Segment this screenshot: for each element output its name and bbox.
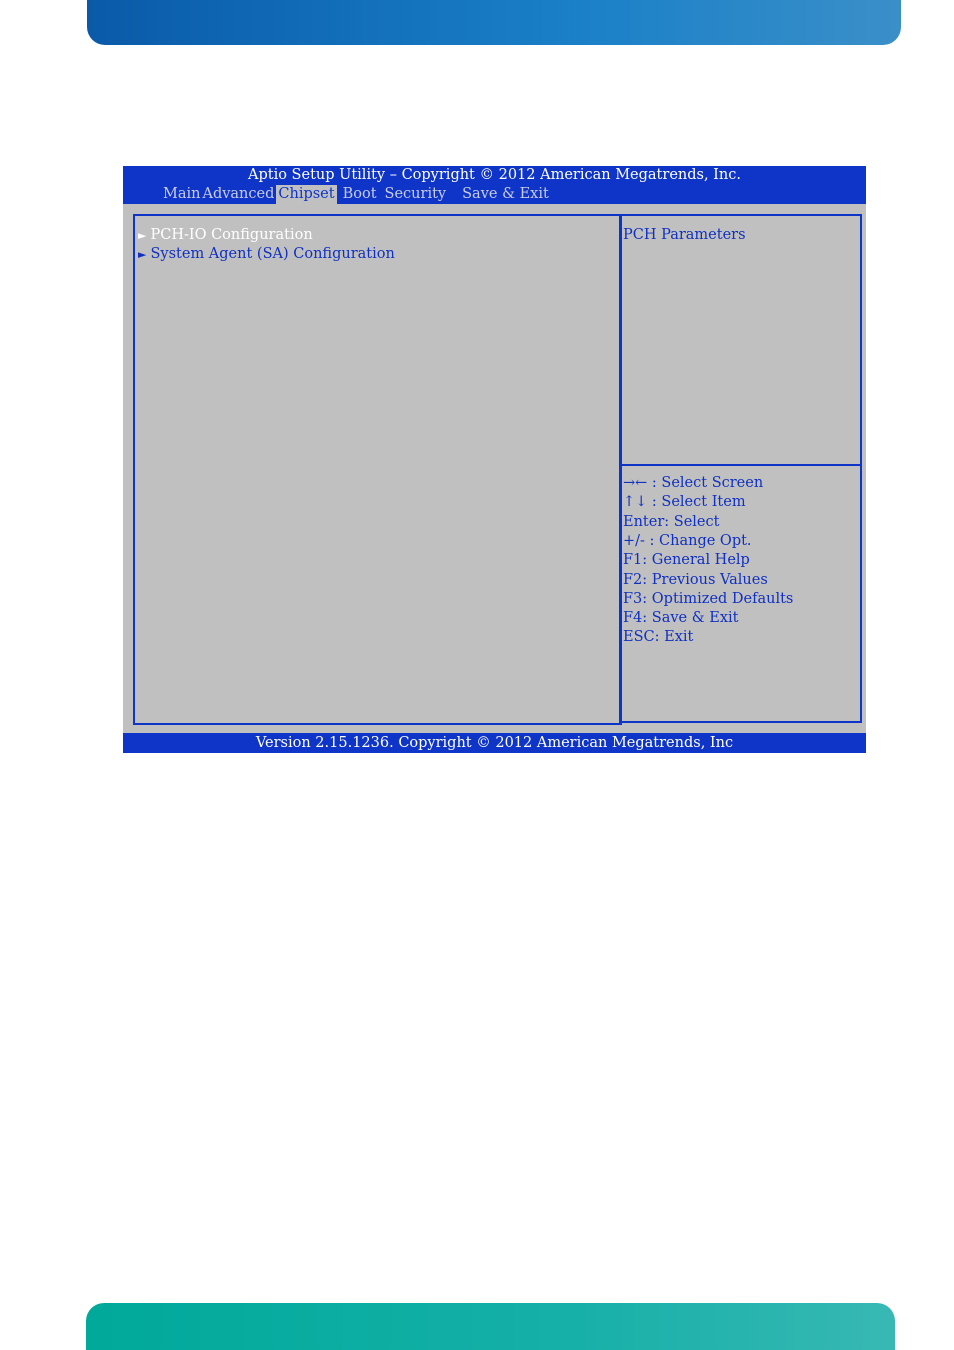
key-help-line: F1: General Help [623, 552, 750, 568]
tab-boot[interactable]: Boot [342, 186, 377, 202]
key-help-line: Enter: Select [623, 514, 720, 530]
key-help-line: F4: Save & Exit [623, 610, 739, 626]
key-help-line: →← : Select Screen [623, 475, 764, 491]
key-help-pane [619, 464, 862, 723]
submenu-arrow-icon: ► [138, 248, 147, 261]
bios-header [123, 166, 866, 204]
key-help-line: ESC: Exit [623, 629, 694, 645]
tab-chipset[interactable]: Chipset [278, 186, 335, 202]
tab-main[interactable]: Main [163, 186, 201, 202]
key-help-line: F3: Optimized Defaults [623, 591, 794, 607]
footer-band [86, 1303, 895, 1350]
bios-footer: Version 2.15.1236. Copyright © 2012 American Megatrends, Inc [123, 733, 866, 753]
tab-security[interactable]: Security [384, 186, 447, 202]
key-help-line: ↑↓ : Select Item [623, 494, 746, 510]
bios-setup-screen [123, 166, 866, 753]
tab-save-exit[interactable]: Save & Exit [462, 186, 549, 202]
key-help-line: F2: Previous Values [623, 572, 768, 588]
key-help-line: +/- : Change Opt. [623, 533, 752, 549]
help-pane [619, 214, 862, 466]
menu-entry-pch-io[interactable] [138, 226, 313, 245]
settings-pane [133, 214, 622, 725]
menu-entry-system-agent[interactable] [138, 245, 395, 264]
menu-entry-label: System Agent (SA) Configuration [150, 246, 395, 262]
menu-bar [161, 185, 555, 204]
bios-title: Aptio Setup Utility – Copyright © 2012 American Megatrends, Inc. [248, 167, 741, 183]
header-band [87, 0, 901, 45]
tab-advanced[interactable]: Advanced [202, 186, 275, 202]
menu-entry-label: PCH-IO Configuration [150, 227, 313, 243]
help-text: PCH Parameters [623, 227, 746, 243]
submenu-arrow-icon: ► [138, 229, 147, 242]
